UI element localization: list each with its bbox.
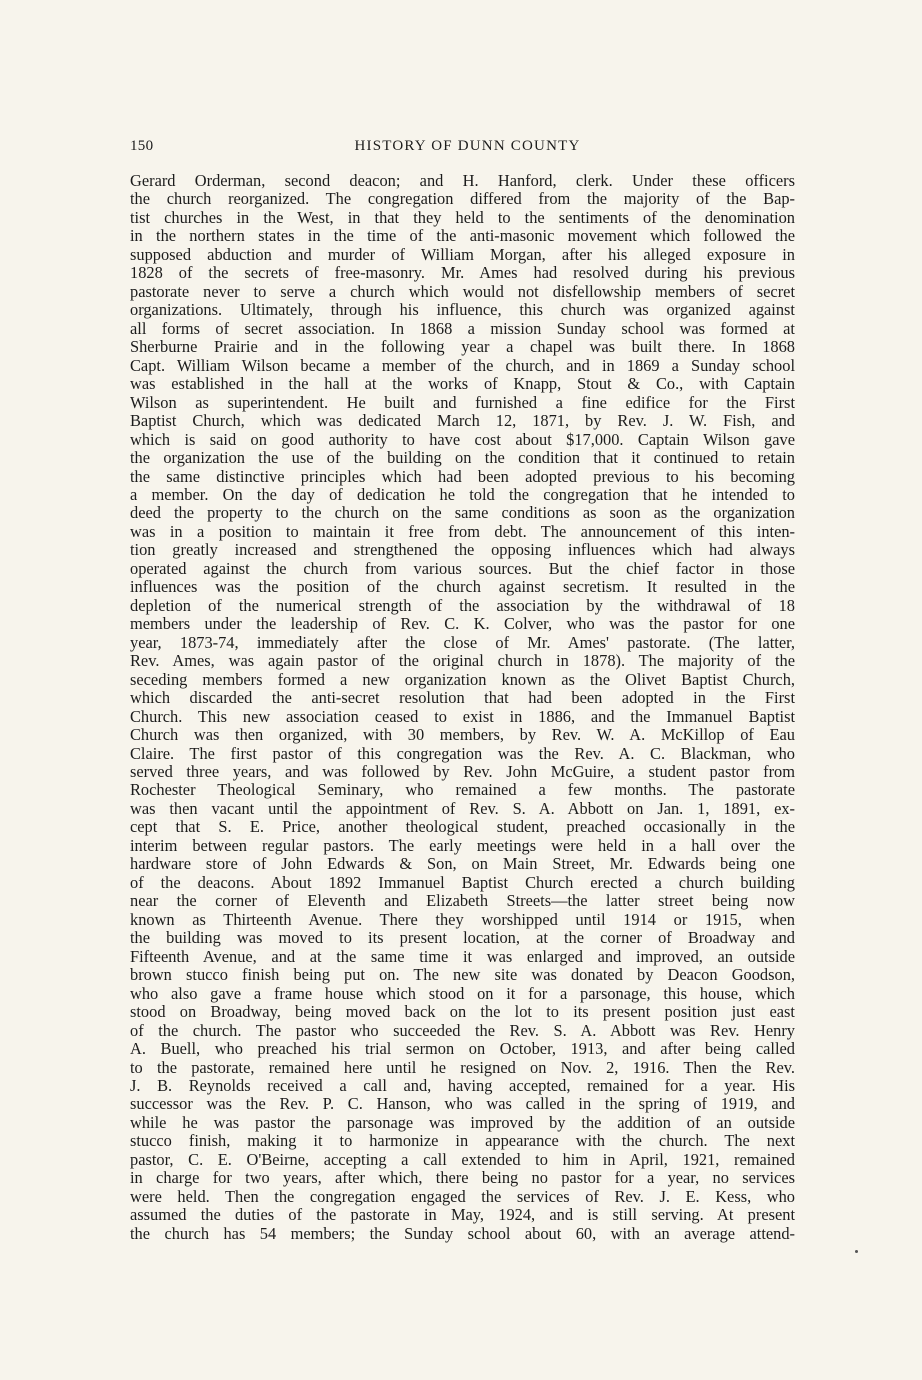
text-line: Gerard Orderman, second deacon; and H. Hanford, clerk. Under these officers: [130, 172, 795, 190]
text-line: known as Thirteenth Avenue. There they worshipped until 1914 or 1915, when: [130, 910, 795, 929]
text-line: Church was then organized, with 30 members, by Rev. W. A. McKillop of Eau: [130, 726, 795, 745]
text-line: Capt. William Wilson became a member of the church, and in 1869 a Sunday school: [130, 356, 795, 375]
text-line: was then vacant until the appointment of Rev. S. A. Abbott on Jan. 1, 1891, ex-: [130, 799, 795, 818]
running-head-title: HISTORY OF DUNN COUNTY: [354, 138, 581, 154]
text-line: served three years, and was followed by Rev. John McGuire, a student pastor from: [130, 763, 795, 781]
text-line: organizations. Ultimately, through his influence, this church was organized against: [130, 301, 795, 320]
text-line: which discarded the anti-secret resolution that had been adopted in the First: [130, 689, 795, 708]
running-head: [130, 138, 795, 160]
text-line: brown stucco finish being put on. The new site was donated by Deacon Goodson,: [130, 966, 795, 985]
text-line: the church has 54 members; the Sunday school about 60, with an average attend-: [130, 1224, 795, 1243]
text-line: successor was the Rev. P. C. Hanson, who was called in the spring of 1919, and: [130, 1095, 795, 1114]
text-line: the same distinctive principles which had been adopted previous to his becoming: [130, 467, 795, 486]
text-line: which is said on good authority to have cost about $17,000. Captain Wilson gave: [130, 430, 795, 449]
text-line: J. B. Reynolds received a call and, having accepted, remained for a year. His: [130, 1076, 795, 1095]
text-line: the building was moved to its present location, at the corner of Broadway and: [130, 929, 795, 948]
text-line: Fifteenth Avenue, and at the same time it was enlarged and improved, an outside: [130, 947, 795, 966]
text-line: Claire. The first pastor of this congregation was the Rev. A. C. Blackman, who: [130, 744, 795, 763]
text-line: Rochester Theological Seminary, who remained a few months. The pastorate: [130, 781, 795, 800]
text-line: tist churches in the West, in that they held to the sentiments of the denomination: [130, 208, 795, 227]
text-line: the organization the use of the building on the condition that it continued to retain: [130, 449, 795, 468]
text-line: operated against the church from various sources. But the chief factor in those: [130, 559, 795, 578]
text-line: who also gave a frame house which stood on it for a parsonage, this house, which: [130, 984, 795, 1003]
paper-speck: [855, 1250, 858, 1253]
text-line: seceding members formed a new organization known as the Olivet Baptist Church,: [130, 670, 795, 689]
text-line: of the church. The pastor who succeeded the Rev. S. A. Abbott was Rev. Henry: [130, 1021, 795, 1040]
text-line: pastorate never to serve a church which would not disfellowship members of secret: [130, 282, 795, 301]
text-line: Church. This new association ceased to exist in 1886, and the Immanuel Baptist: [130, 707, 795, 726]
text-line: all forms of secret association. In 1868 a mission Sunday school was formed at: [130, 319, 795, 338]
text-line: a member. On the day of dedication he told the congregation that he intended to: [130, 485, 795, 504]
text-line: tion greatly increased and strengthened the opposing influences which had always: [130, 541, 795, 560]
text-line: hardware store of John Edwards & Son, on Main Street, Mr. Edwards being one: [130, 855, 795, 874]
text-line: interim between regular pastors. The early meetings were held in a hall over the: [130, 836, 795, 855]
text-line: depletion of the numerical strength of the association by the withdrawal of 18: [130, 596, 795, 615]
text-line: supposed abduction and murder of William Morgan, after his alleged exposure in: [130, 245, 795, 264]
text-line: deed the property to the church on the same conditions as soon as the organization: [130, 504, 795, 523]
text-line: Sherburne Prairie and in the following year a chapel was built there. In 1868: [130, 338, 795, 357]
page-number: 150: [130, 138, 154, 154]
text-line: Wilson as superintendent. He built and furnished a fine edifice for the First: [130, 393, 795, 412]
text-line: Rev. Ames, was again pastor of the original church in 1878). The majority of the: [130, 652, 795, 671]
text-line: while he was pastor the parsonage was improved by the addition of an outside: [130, 1113, 795, 1132]
text-line: near the corner of Eleventh and Elizabeth Streets—the latter street being now: [130, 892, 795, 911]
text-line: stucco finish, making it to harmonize in appearance with the church. The next: [130, 1132, 795, 1151]
text-line: in charge for two years, after which, there being no pastor for a year, no services: [130, 1169, 795, 1188]
text-line: year, 1873-74, immediately after the close of Mr. Ames' pastorate. (The latter,: [130, 633, 795, 652]
text-line: A. Buell, who preached his trial sermon on October, 1913, and after being called: [130, 1040, 795, 1059]
text-line: cept that S. E. Price, another theological student, preached occasionally in the: [130, 818, 795, 837]
text-line: Baptist Church, which was dedicated March 12, 1871, by Rev. J. W. Fish, and: [130, 412, 795, 431]
text-line: pastor, C. E. O'Beirne, accepting a call extended to him in April, 1921, remained: [130, 1150, 795, 1169]
text-line: was established in the hall at the works of Knapp, Stout & Co., with Captain: [130, 375, 795, 394]
text-line: influences was the position of the church against secretism. It resulted in the: [130, 578, 795, 597]
text-line: to the pastorate, remained here until he resigned on Nov. 2, 1916. Then the Rev.: [130, 1058, 795, 1077]
text-line: assumed the duties of the pastorate in May, 1924, and is still serving. At present: [130, 1206, 795, 1225]
text-line: 1828 of the secrets of free-masonry. Mr. Ames had resolved during his previous: [130, 264, 795, 283]
body-text: [130, 172, 795, 1243]
text-line: the church reorganized. The congregation differed from the majority of the Bap-: [130, 190, 795, 209]
text-line: in the northern states in the time of the anti-masonic movement which followed the: [130, 227, 795, 246]
text-line: stood on Broadway, being moved back on the lot to its present position just east: [130, 1003, 795, 1022]
text-line: were held. Then the congregation engaged the services of Rev. J. E. Kess, who: [130, 1187, 795, 1206]
text-line: members under the leadership of Rev. C. K. Colver, who was the pastor for one: [130, 615, 795, 634]
text-line: of the deacons. About 1892 Immanuel Baptist Church erected a church building: [130, 873, 795, 892]
text-line: was in a position to maintain it free from debt. The announcement of this inten-: [130, 522, 795, 541]
